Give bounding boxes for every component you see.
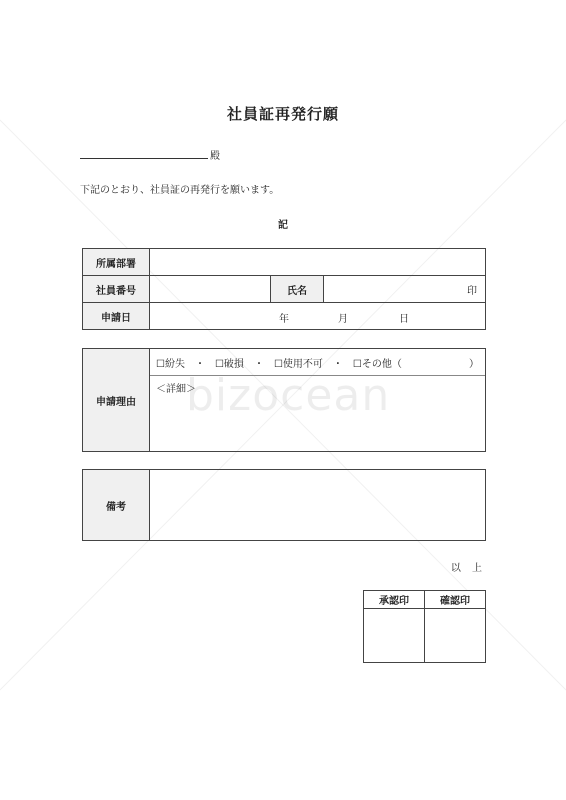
option-separator: ・: [194, 358, 205, 370]
option-separator: ・: [332, 358, 343, 370]
seal-mark: 印: [467, 285, 477, 297]
date-row: [83, 303, 486, 330]
document-title: 社員証再発行願: [226, 105, 339, 123]
month-unit: 月: [338, 314, 348, 325]
approval-header: 承認印: [364, 591, 425, 609]
employee-no-label: 社員番号: [83, 276, 150, 303]
approval-stamp-box[interactable]: [364, 609, 425, 663]
addressee-suffix: 殿: [210, 151, 220, 162]
department-label: 所属部署: [83, 249, 150, 276]
day-unit: 日: [399, 314, 409, 325]
date-field[interactable]: [150, 303, 486, 330]
ki-heading: 記: [278, 220, 288, 231]
year-unit: 年: [279, 314, 289, 325]
remarks-table: [82, 469, 486, 541]
option-separator: ・: [253, 358, 264, 370]
option-other[interactable]: ☐その他（: [352, 358, 402, 370]
option-unusable[interactable]: ☐使用不可: [273, 358, 323, 370]
name-label: 氏名: [271, 276, 324, 303]
info-table: [82, 248, 486, 330]
name-field[interactable]: [324, 276, 486, 303]
department-row: [83, 249, 486, 276]
remarks-label: 備考: [83, 470, 150, 541]
reason-label: 申請理由: [83, 349, 150, 452]
confirm-header: 確認印: [425, 591, 486, 609]
intro-text: 下記のとおり、社員証の再発行を願います。: [80, 185, 280, 196]
watermark-logo: bizocean: [186, 370, 391, 421]
option-other-close: ）: [469, 358, 479, 370]
confirm-stamp-box[interactable]: [425, 609, 486, 663]
employee-row: [83, 276, 486, 303]
addressee-line[interactable]: [80, 158, 208, 159]
department-field[interactable]: [150, 249, 486, 276]
approval-table: [363, 590, 486, 663]
option-lost[interactable]: ☐紛失: [156, 358, 185, 370]
employee-no-field[interactable]: [150, 276, 271, 303]
remarks-field[interactable]: [150, 470, 486, 541]
option-damaged[interactable]: ☐破損: [214, 358, 244, 370]
detail-label: ＜詳細＞: [156, 384, 196, 395]
date-label: 申請日: [83, 303, 150, 330]
closing-text: 以 上: [450, 563, 486, 574]
